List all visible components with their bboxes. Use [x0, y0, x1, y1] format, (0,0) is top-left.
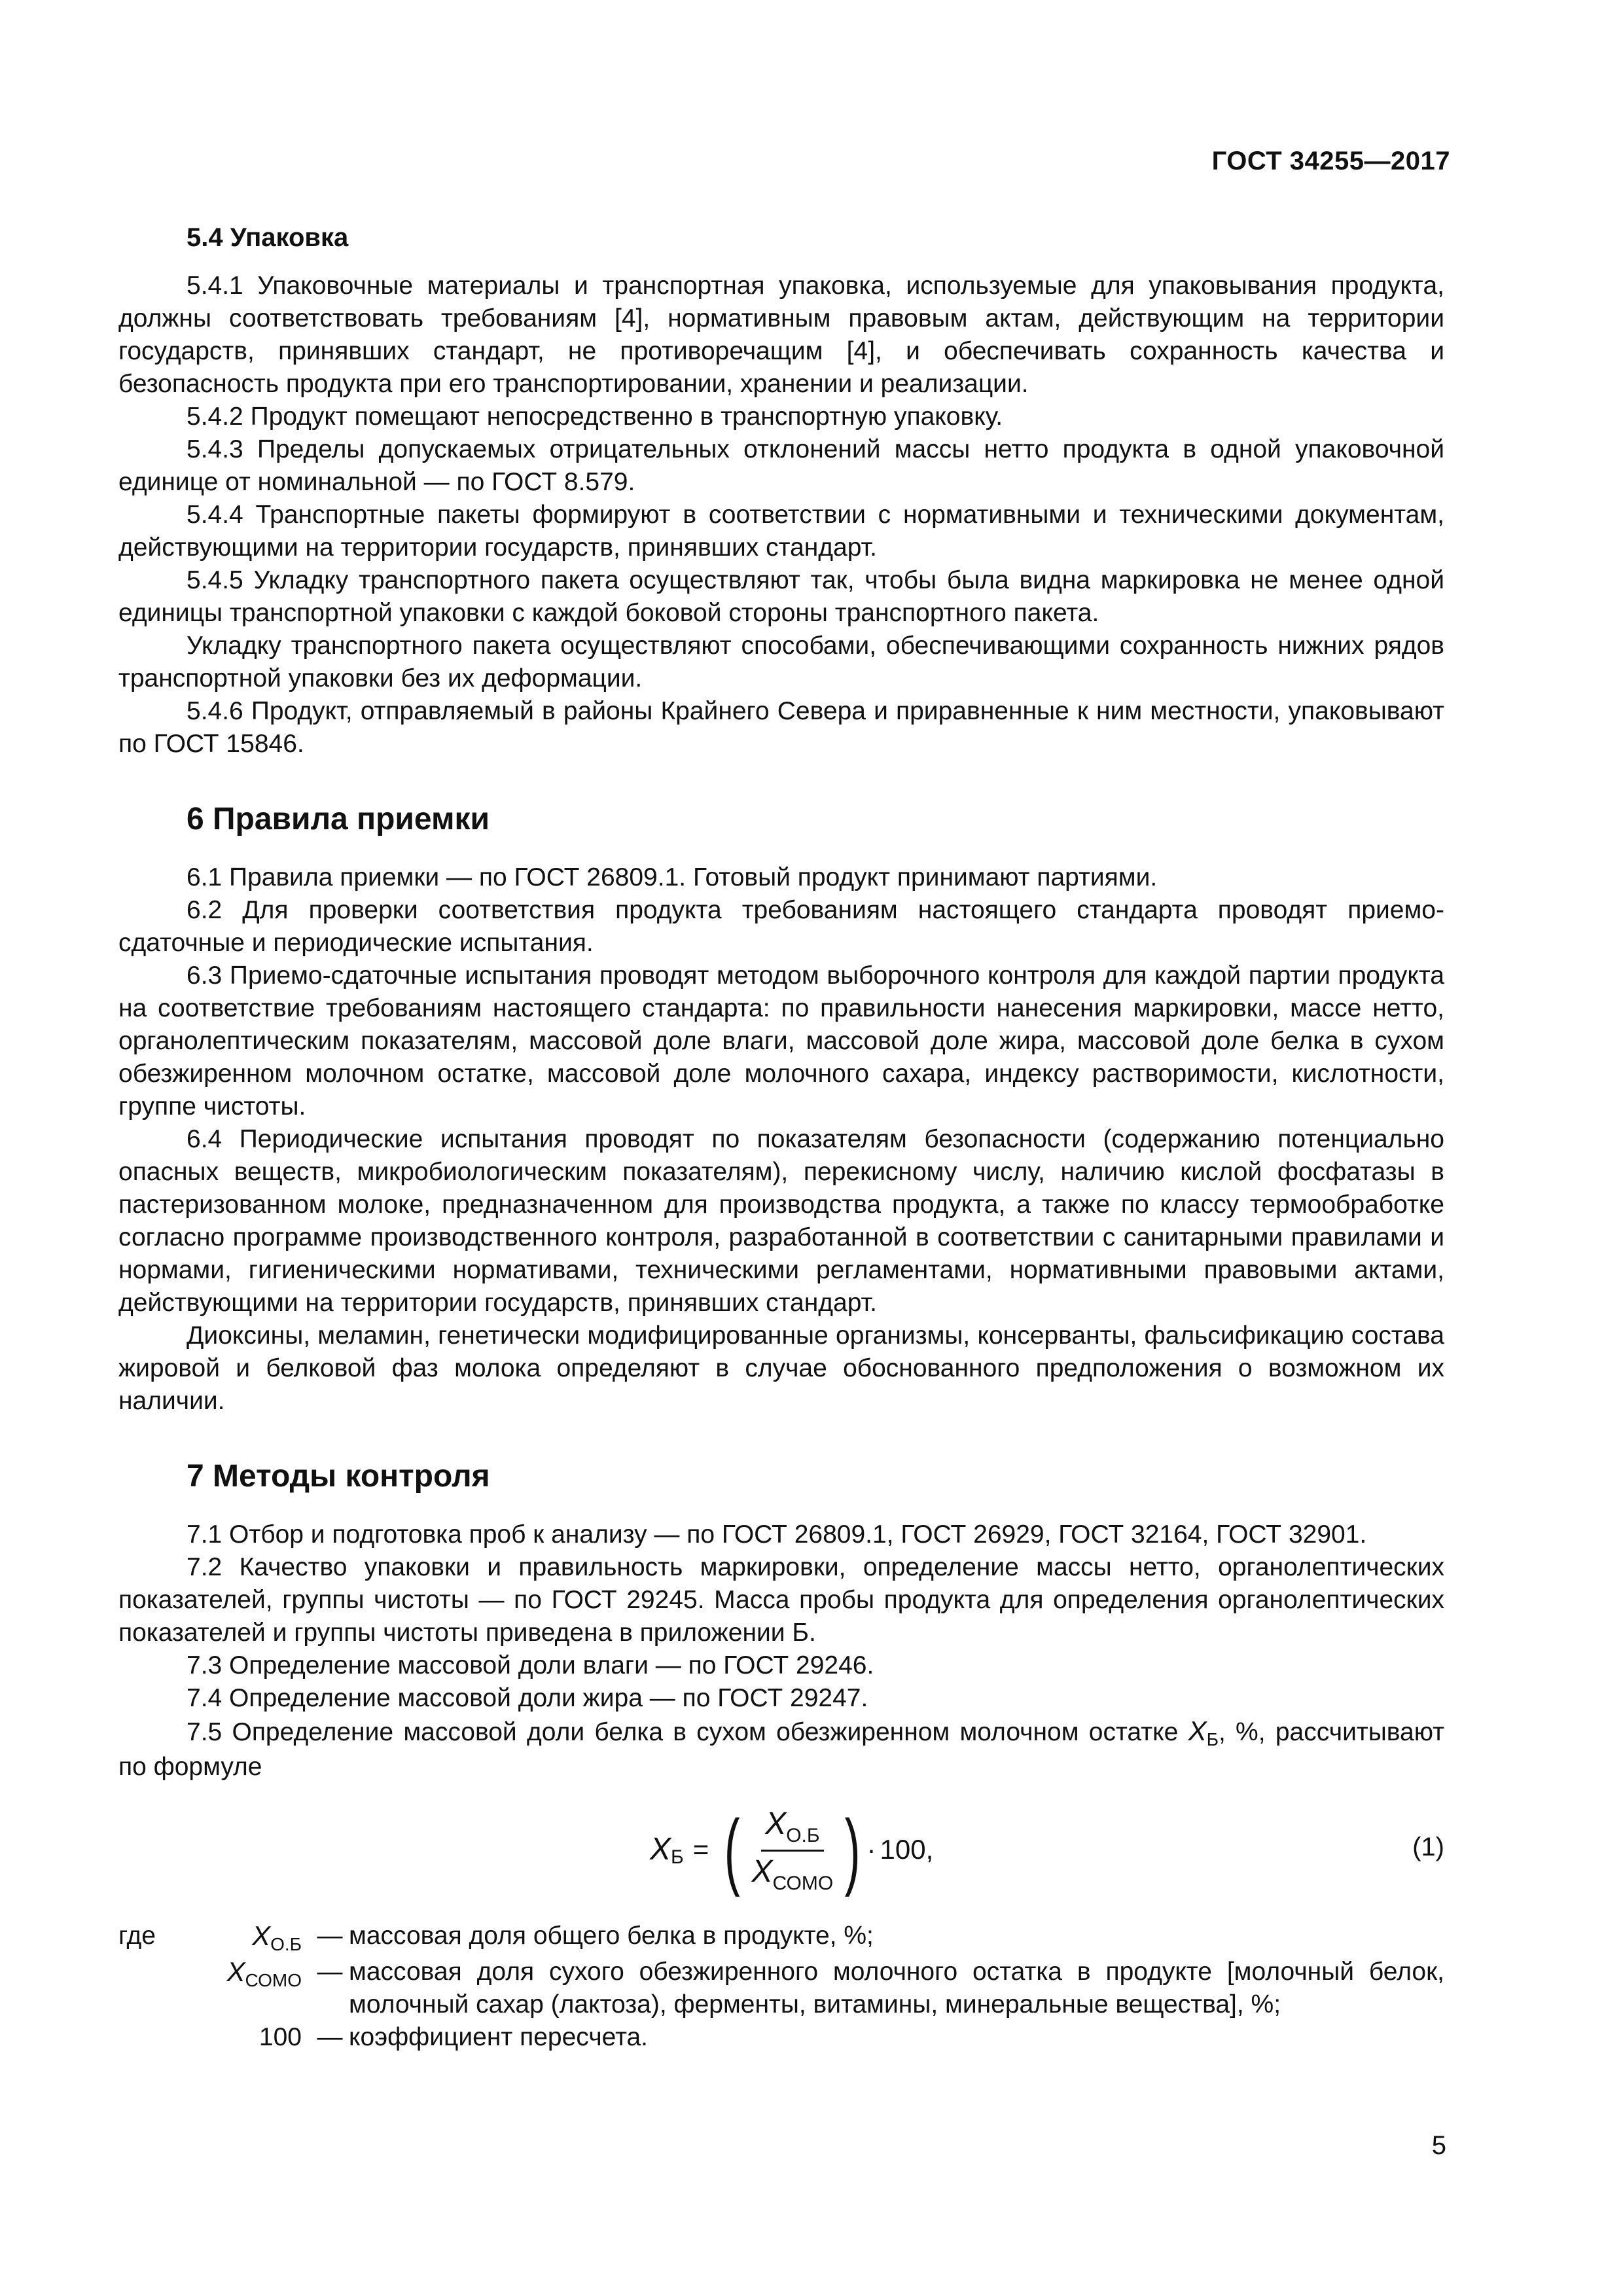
formula-fraction [748, 1808, 838, 1892]
paragraph-7-5-tail: , %, рассчитывают по формуле [118, 1718, 1444, 1781]
paragraph-5-4-5: 5.4.5 Укладку транспортного пакета осуществляют так, чтобы была видна маркировка не менее одной единицы транспортной упаковки с каждой боковой стороны транспортного пакета. [118, 566, 1444, 627]
section-7-heading: 7 Методы контроля [187, 1459, 490, 1494]
legend-text: массовая доля сухого обезжиренного молочного остатка в продукте [молочный белок, молочный сахар (лактоза), ферменты, витамины, минеральные вещества], %; [349, 1958, 1444, 2018]
legend-subscript: О.Б [270, 1934, 302, 1954]
legend-var: X [252, 1920, 271, 1951]
var-x-b: X [1188, 1715, 1207, 1746]
var-x-b-subscript: Б [1206, 1729, 1219, 1749]
paragraph-6-2: 6.2 Для проверки соответствия продукта требованиям настоящего стандарта проводят приемо-сдаточные и периодические испытания. [118, 896, 1444, 957]
paragraph-5-4-3: 5.4.3 Пределы допускаемых отрицательных отклонений массы нетто продукта в одной упаковочной единице от номинальной — по ГОСТ 8.579. [118, 435, 1444, 496]
paragraph-5-4-4: 5.4.4 Транспортные пакеты формируют в соответствии с нормативными и техническими документам, действующими на территории государств, принявших стандарт. [118, 501, 1444, 562]
legend-dash: — [317, 1958, 343, 1986]
left-parenthesis: ( [724, 1802, 740, 1897]
formula-number: (1) [1412, 1833, 1444, 1861]
formula-1-row [118, 1793, 1444, 1910]
section-5-4-heading: 5.4 Упаковка [187, 223, 349, 252]
legend-row [118, 1956, 1444, 2021]
formula-factor: 100, [880, 1834, 934, 1865]
paragraph-6-3: 6.3 Приемо-сдаточные испытания проводят методом выборочного контроля для каждой партии продукта на соответствие требованиям настоящего стандарта: по правильности нанесения маркировки, массе нетто, органолептическим показателям, массовой доле влаги, массовой доле жира, массовой доле белка в сухом обезжиренном молочном остатке, массовой доле молочного сахара, индексу растворимости, кислотности, группе чистоты. [118, 961, 1444, 1121]
paragraph-7-5-text: 7.5 Определение массовой доли белка в сухом обезжиренном молочном остатке [187, 1718, 1188, 1746]
legend-row [118, 1920, 1444, 1956]
formula-numerator [761, 1808, 823, 1852]
formula-lhs-var: X [650, 1832, 671, 1867]
legend-symbol [118, 1920, 302, 1956]
paragraph-6-4-cont: Диоксины, меламин, генетически модифицированные организмы, консерванты, фальсификацию состава жировой и белковой фаз молока определяют в случае обоснованного предположения о возможном их наличии. [118, 1321, 1444, 1415]
paragraph-6-1: 6.1 Правила приемки — по ГОСТ 26809.1. Готовый продукт принимают партиями. [187, 863, 1158, 891]
legend-row [118, 2021, 1444, 2054]
paragraph-7-1: 7.1 Отбор и подготовка проб к анализу — по ГОСТ 26809.1, ГОСТ 26929, ГОСТ 32164, ГОСТ 32901. [187, 1520, 1367, 1549]
paragraph-5-4-5-cont: Укладку транспортного пакета осуществляют способами, обеспечивающими сохранность нижних рядов транспортной упаковки без их деформации. [118, 632, 1444, 692]
denominator-subscript: СОМО [772, 1872, 834, 1894]
formula-multiply: · [866, 1834, 876, 1865]
document-body [118, 221, 1444, 2054]
paragraph-7-2: 7.2 Качество упаковки и правильность маркировки, определение массы нетто, органолептических показателей, группы чистоты — по ГОСТ 29245. Масса пробы продукта для определения органолептических показателей и группы чистоты приведена в приложении Б. [118, 1553, 1444, 1647]
section-6-heading: 6 Правила приемки [187, 802, 490, 836]
legend-dash: — [317, 2023, 343, 2051]
formula-equals: = [692, 1834, 709, 1865]
formula-legend [118, 1920, 1444, 2054]
formula-lhs-subscript: Б [671, 1846, 684, 1868]
legend-dash: — [317, 1922, 343, 1950]
legend-var: 100 [259, 2023, 302, 2051]
formula-1 [650, 1802, 934, 1897]
paragraph-7-4: 7.4 Определение массовой доли жира — по ГОСТ 29247. [187, 1684, 868, 1712]
paragraph-7-5 [118, 1715, 1444, 1784]
paragraph-5-4-2: 5.4.2 Продукт помещают непосредственно в транспортную упаковку. [187, 403, 1003, 431]
legend-text: коэффициент пересчета. [349, 2023, 649, 2051]
paragraph-5-4-1: 5.4.1 Упаковочные материалы и транспортная упаковка, используемые для упаковывания продукта, должны соответствовать требованиям [4], нормативным правовым актам, действующим на территории государств, принявших стандарт, не противоречащим [4], и обеспечивать сохранность качества и безопасность продукта при его транспортировании, хранении и реализации. [118, 272, 1444, 398]
paragraph-6-4: 6.4 Периодические испытания проводят по показателям безопасности (содержанию потенциально опасных веществ, микробиологическим показателям), перекисному числу, наличию кислой фосфатазы в пастеризованном молоке, предназначенном для производства продукта, а также по классу термообработке согласно программе производственного контроля, разработанной в соответствии с санитарными правилами и нормами, гигиеническими нормативами, техническими регламентами, нормативными правовыми актами, действующими на территории государств, принявших стандарт. [118, 1125, 1444, 1317]
paragraph-5-4-6: 5.4.6 Продукт, отправляемый в районы Крайнего Севера и приравненные к ним местности, упаковывают по ГОСТ 15846. [118, 697, 1444, 758]
numerator-subscript: О.Б [786, 1824, 820, 1846]
right-parenthesis: ) [844, 1802, 861, 1897]
document-header: ГОСТ 34255—2017 [1211, 147, 1450, 175]
page-number: 5 [1431, 2131, 1446, 2160]
legend-lead: где [118, 1922, 156, 1950]
legend-symbol [118, 1956, 302, 2021]
denominator-var: X [751, 1854, 773, 1889]
numerator-var: X [765, 1806, 787, 1841]
legend-text: массовая доля общего белка в продукте, %; [349, 1922, 874, 1950]
legend-var: X [226, 1956, 245, 1987]
formula-denominator [748, 1852, 838, 1892]
paragraph-7-3: 7.3 Определение массовой доли влаги — по ГОСТ 29246. [187, 1651, 874, 1679]
legend-subscript: СОМО [245, 1970, 302, 1990]
legend-symbol [118, 2021, 302, 2054]
